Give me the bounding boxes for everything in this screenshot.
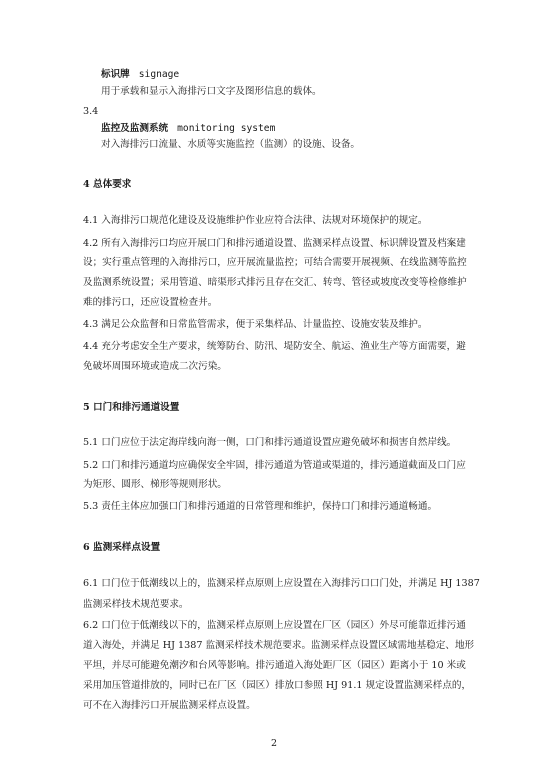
paragraph-line: 难的排污口，还应设置检查井。	[83, 297, 218, 308]
section-heading-5: 5 口门和排污通道设置	[83, 402, 180, 413]
paragraph-line: 平坦，并尽可能避免潮汐和台风等影响。排污通道入海处距厂区（园区）距离小于 10 米或	[83, 660, 466, 671]
paragraph-line: 免破坏周围环境或造成二次污染。	[83, 361, 227, 372]
paragraph-line: 监测采样技术规范要求。	[83, 599, 189, 610]
paragraph-line: 5.3 责任主体应加强口门和排污通道的日常管理和维护，保持口门和排污通道畅通。	[83, 501, 438, 512]
clause-number-3-4: 3.4	[83, 106, 99, 117]
paragraph-line: 及监测系统设置；采用管道、暗渠形式排污且存在交汇、转弯、管径或坡度改变等检修维护	[83, 277, 467, 288]
paragraph-line: 4.2 所有入海排污口均应开展口门和排污通道设置、监测采样点设置、标识牌设置及档案建	[83, 238, 466, 249]
paragraph-line: 道入海处，并满足 HJ 1387 监测采样技术规范要求。监测采样点设置区域需地基稳定、地形	[83, 640, 475, 651]
paragraph-line: 5.2 口门和排污通道均应确保安全牢固，排污通道为管道或渠道的，排污通道截面及口门应	[83, 460, 466, 471]
definition-signage: 用于承载和显示入海排污口文字及图形信息的载体。	[101, 86, 322, 97]
paragraph-line: 采用加压管道排放的，同时已在厂区（园区）排放口参照 HJ 91.1 规定设置监测采样点的，	[83, 680, 472, 691]
term-zh: 监控及监测系统	[101, 123, 169, 134]
term-signage	[101, 69, 179, 81]
paragraph-line: 为矩形、圆形、梯形等规则形状。	[83, 479, 227, 490]
paragraph-line: 6.1 口门位于低潮线以上的，监测采样点原则上应设置在入海排污口口门处，并满足 HJ 1387	[83, 578, 480, 589]
term-en: signage	[138, 69, 180, 80]
section-heading-6: 6 监测采样点设置	[83, 542, 161, 553]
paragraph-line: 5.1 口门应位于法定海岸线向海一侧，口门和排污通道设置应避免破坏和损害自然岸线。	[83, 437, 457, 448]
page-number: 2	[271, 738, 278, 749]
term-en: monitoring system	[177, 123, 276, 134]
definition-monitoring-system: 对入海排污口流量、水质等实施监控（监测）的设施、设备。	[101, 139, 361, 150]
paragraph-line: 可不在入海排污口开展监测采样点设置。	[83, 700, 256, 711]
paragraph-line: 4.4 充分考虑安全生产要求，统筹防台、防汛、堤防安全、航运、渔业生产等方面需要，避	[83, 341, 466, 352]
section-heading-4: 4 总体要求	[83, 179, 132, 190]
paragraph-line: 4.1 入海排污口规范化建设及设施维护作业应符合法律、法规对环境保护的规定。	[83, 215, 428, 226]
term-monitoring-system	[101, 123, 275, 135]
term-zh: 标识牌	[101, 69, 130, 80]
paragraph-line: 设；实行重点管理的入海排污口，应开展流量监控；可结合需要开展视频、在线监测等监控	[83, 257, 467, 268]
paragraph-line: 6.2 口门位于低潮线以下的，监测采样点原则上应设置在厂区（园区）外尽可能靠近排污通	[83, 620, 466, 631]
paragraph-line: 4.3 满足公众监督和日常监管需求，便于采集样品、计量监控、设施安装及维护。	[83, 319, 428, 330]
